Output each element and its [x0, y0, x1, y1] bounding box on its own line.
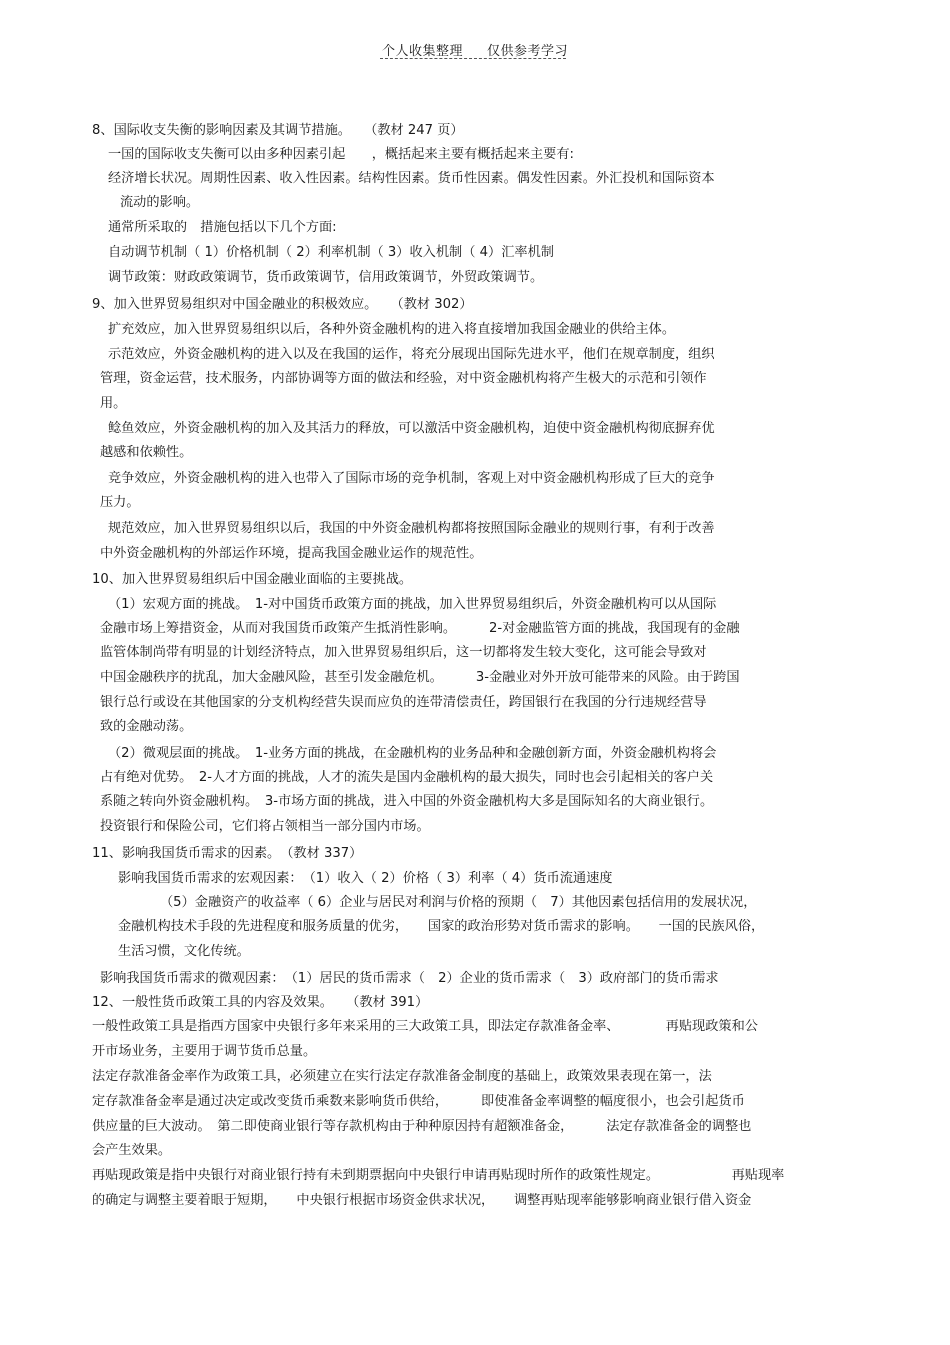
text-line: 流动的影响。 [120, 195, 200, 210]
page-header [382, 40, 568, 59]
text-line: 监管体制尚带有明显的计划经济特点，加入世界贸易组织后，这一切都将发生较大变化，这可能会导致对 [100, 645, 707, 660]
text-line: 经济增长状况。周期性因素、收入性因素。结构性因素。货币性因素。偶发性因素。外汇投机和国际资本 [108, 171, 715, 186]
text-line: 系随之转向外资金融机构。 3-市场方面的挑战，进入中国的外资金融机构大多是国际知名的大商业银行。 [100, 794, 714, 809]
text-line: （2）微观层面的挑战。 1-业务方面的挑战，在金融机构的业务品种和金融创新方面，外资金融机构将会 [108, 746, 717, 761]
text-line: 一般性政策工具是指西方国家中央银行多年来采用的三大政策工具，即法定存款准备金率、 再贴现政策和公 [92, 1019, 758, 1034]
text-line: 银行总行或设在其他国家的分支机构经营失误而应负的连带清偿责任，跨国银行在我国的分行违规经营导 [100, 695, 707, 710]
text-line: （1）宏观方面的挑战。 1-对中国货币政策方面的挑战，加入世界贸易组织后，外资金融机构可以从国际 [108, 597, 717, 612]
text-line: 调节政策：财政政策调节，货币政策调节，信用政策调节，外贸政策调节。 [108, 270, 544, 285]
text-line: 金融机构技术手段的先进程度和服务质量的优劣， 国家的政治形势对货币需求的影响。 一国的民族风俗， [118, 919, 765, 934]
text-line: 开市场业务，主要用于调节货币总量。 [92, 1044, 317, 1059]
text-line: 规范效应，加入世界贸易组织以后，我国的中外资金融机构都将按照国际金融业的规则行事，有利于改善 [108, 521, 715, 536]
text-line: 竞争效应，外资金融机构的进入也带入了国际市场的竞争机制，客观上对中资金融机构形成了巨大的竞争 [108, 471, 715, 486]
text-line: 定存款准备金率是通过决定或改变货币乘数来影响货币供给， 即使准备金率调整的幅度很小，也会引起货币 [92, 1094, 745, 1109]
text-line: 法定存款准备金率作为政策工具，必须建立在实行法定存款准备金制度的基础上，政策效果表现在第一，法 [92, 1069, 712, 1084]
section-heading-9: 9、加入世界贸易组织对中国金融业的积极效应。 （教材 302） [92, 297, 473, 312]
text-line: 占有绝对优势。 2-人才方面的挑战，人才的流失是国内金融机构的最大损失，同时也会引起相关的客户关 [100, 770, 714, 785]
text-line: 供应量的巨大波动。 第二即使商业银行等存款机构由于种种原因持有超额准备金， 法定存款准备金的调整也 [92, 1119, 752, 1134]
text-line: 致的金融动荡。 [100, 719, 193, 734]
text-line: 一国的国际收支失衡可以由多种因素引起 ，概括起来主要有概括起来主要有: [108, 147, 575, 162]
text-line: 影响我国货币需求的宏观因素： （1）收入（ 2）价格（ 3）利率（ 4）货币流通速度 [118, 871, 613, 886]
section-heading-8: 8、国际收支失衡的影响因素及其调节措施。 （教材 247 页） [92, 123, 464, 138]
text-line: 示范效应，外资金融机构的进入以及在我国的运作，将充分展现出国际先进水平，他们在规章制度，组织 [108, 347, 715, 362]
text-line: 生活习惯，文化传统。 [118, 944, 250, 959]
text-line: 投资银行和保险公司，它们将占领相当一部分国内市场。 [100, 819, 430, 834]
section-heading-11: 11、影响我国货币需求的因素。 （教材 337） [92, 846, 363, 861]
header-right-text: 仅供参考学习 [487, 44, 569, 59]
text-line: 压力。 [100, 495, 140, 510]
section-heading-12: 12、一般性货币政策工具的内容及效果。 （教材 391） [92, 995, 429, 1010]
text-line: 的确定与调整主要着眼于短期， 中央银行根据市场资金供求状况， 调整再贴现率能够影响商业银行借入资金 [92, 1193, 752, 1208]
text-line: 越感和依赖性。 [100, 445, 193, 460]
text-line: 自动调节机制（ 1）价格机制（ 2）利率机制（ 3）收入机制（ 4）汇率机制 [108, 245, 554, 260]
text-line: 中国金融秩序的扰乱，加大金融风险，甚至引发金融危机。 3-金融业对外开放可能带来的风险。由于跨国 [100, 670, 740, 685]
text-line: 管理，资金运营，技术服务，内部协调等方面的做法和经验，对中资金融机构将产生极大的示范和引领作 [100, 371, 707, 386]
text-line: 鲶鱼效应，外资金融机构的加入及其活力的释放，可以激活中资金融机构，迫使中资金融机构彻底摒弃优 [108, 421, 715, 436]
text-line: 中外资金融机构的外部运作环境，提高我国金融业运作的规范性。 [100, 546, 483, 561]
header-divider [380, 58, 566, 59]
text-line: 金融市场上筹措资金，从而对我国货币政策产生抵消性影响。 2-对金融监管方面的挑战，我国现有的金融 [100, 621, 740, 636]
text-line: 扩充效应，加入世界贸易组织以后，各种外资金融机构的进入将直接增加我国金融业的供给主体。 [108, 322, 676, 337]
text-line: 通常所采取的 措施包括以下几个方面: [108, 220, 337, 235]
text-line: 影响我国货币需求的微观因素： （1）居民的货币需求（ 2）企业的货币需求（ 3）政府部门的货币需求 [100, 971, 719, 986]
section-heading-10: 10、加入世界贸易组织后中国金融业面临的主要挑战。 [92, 572, 413, 587]
text-line: 再贴现政策是指中央银行对商业银行持有未到期票据向中央银行申请再贴现时所作的政策性规定。 再贴现率 [92, 1168, 785, 1183]
header-left-text: 个人收集整理 [382, 44, 464, 59]
text-line: 会产生效果。 [92, 1143, 172, 1158]
text-line: （5）金融资产的收益率（ 6）企业与居民对利润与价格的预期（ 7）其他因素包括信用的发展状况， [160, 895, 757, 910]
text-line: 用。 [100, 396, 127, 411]
